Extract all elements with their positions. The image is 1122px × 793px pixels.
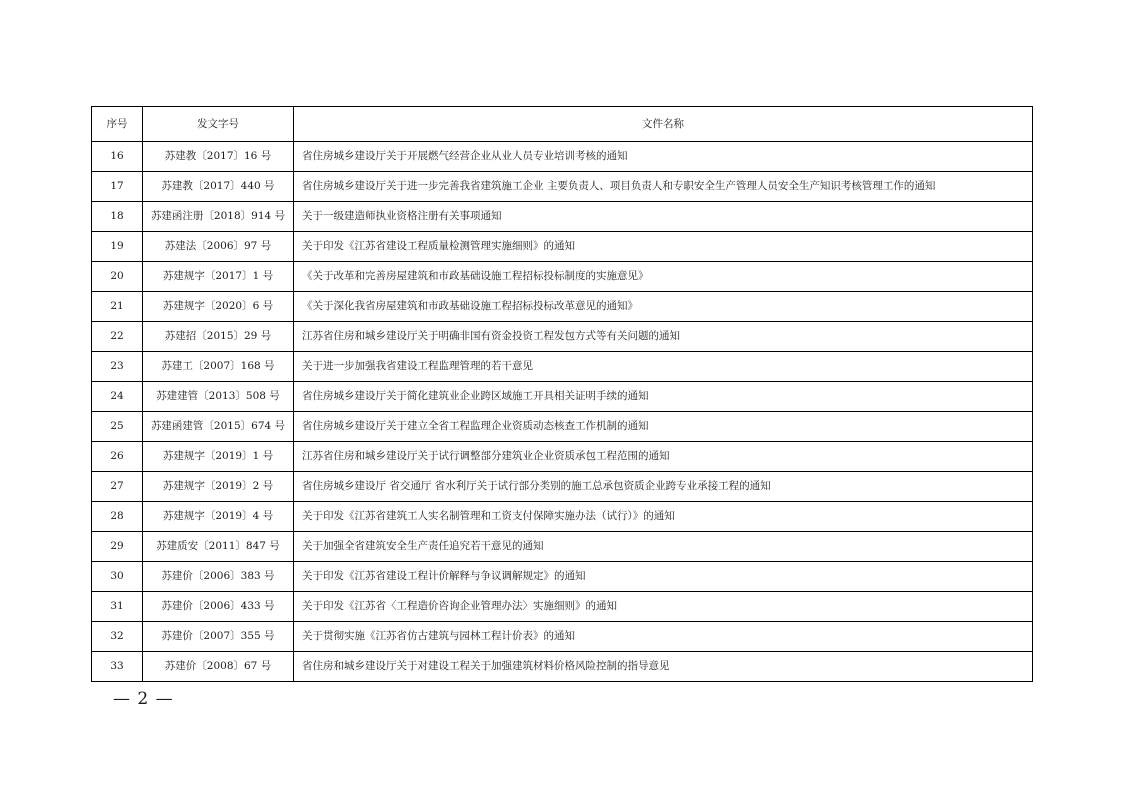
serial-number-cell: 22 (92, 322, 143, 352)
document-title-cell: 《关于深化我省房屋建筑和市政基础设施工程招标投标改革意见的通知》 (294, 292, 1033, 322)
document-reference-cell: 苏建规字〔2019〕4 号 (143, 502, 294, 532)
table-row (92, 412, 1033, 442)
document-title-cell: 关于印发《江苏省〈工程造价咨询企业管理办法〉实施细则》的通知 (294, 592, 1033, 622)
document-reference-cell: 苏建规字〔2020〕6 号 (143, 292, 294, 322)
serial-number-cell: 32 (92, 622, 143, 652)
document-reference-cell: 苏建教〔2017〕16 号 (143, 142, 294, 172)
serial-number-cell: 26 (92, 442, 143, 472)
serial-number-cell: 30 (92, 562, 143, 592)
header-document-reference: 发文字号 (143, 107, 294, 142)
document-reference-cell: 苏建价〔2007〕355 号 (143, 622, 294, 652)
table-row (92, 232, 1033, 262)
table-row (92, 292, 1033, 322)
header-document-title: 文件名称 (294, 107, 1033, 142)
table-row (92, 142, 1033, 172)
document-reference-cell: 苏建规字〔2019〕2 号 (143, 472, 294, 502)
serial-number-cell: 23 (92, 352, 143, 382)
table-row (92, 442, 1033, 472)
document-reference-cell: 苏建价〔2006〕433 号 (143, 592, 294, 622)
document-title-cell: 关于贯彻实施《江苏省仿古建筑与园林工程计价表》的通知 (294, 622, 1033, 652)
serial-number-cell: 17 (92, 172, 143, 202)
serial-number-cell: 29 (92, 532, 143, 562)
table-header (92, 107, 1033, 142)
document-reference-cell: 苏建建管〔2013〕508 号 (143, 382, 294, 412)
table-row (92, 472, 1033, 502)
serial-number-cell: 33 (92, 652, 143, 682)
serial-number-cell: 27 (92, 472, 143, 502)
document-title-cell: 省住房城乡建设厅关于开展燃气经营企业从业人员专业培训考核的通知 (294, 142, 1033, 172)
document-reference-cell: 苏建工〔2007〕168 号 (143, 352, 294, 382)
table-row (92, 532, 1033, 562)
table-row (92, 622, 1033, 652)
document-reference-cell: 苏建价〔2006〕383 号 (143, 562, 294, 592)
table-row (92, 502, 1033, 532)
table-row (92, 592, 1033, 622)
table-row (92, 382, 1033, 412)
serial-number-cell: 20 (92, 262, 143, 292)
table-row (92, 172, 1033, 202)
document-title-cell: 关于印发《江苏省建筑工人实名制管理和工资支付保障实施办法（试行）》的通知 (294, 502, 1033, 532)
document-title-cell: 江苏省住房和城乡建设厅关于试行调整部分建筑业企业资质承包工程范围的通知 (294, 442, 1033, 472)
document-title-cell: 省住房城乡建设厅关于建立全省工程监理企业资质动态核查工作机制的通知 (294, 412, 1033, 442)
table-row (92, 322, 1033, 352)
document-reference-cell: 苏建质安〔2011〕847 号 (143, 532, 294, 562)
serial-number-cell: 31 (92, 592, 143, 622)
table-body (92, 142, 1033, 682)
document-reference-cell: 苏建法〔2006〕97 号 (143, 232, 294, 262)
document-reference-cell: 苏建函注册〔2018〕914 号 (143, 202, 294, 232)
serial-number-cell: 19 (92, 232, 143, 262)
document-title-cell: 省住房城乡建设厅关于进一步完善我省建筑施工企业 主要负责人、项目负责人和专职安全生产管理人员安全生产知识考核管理工作的通知 (294, 172, 1033, 202)
document-title-cell: 关于印发《江苏省建设工程计价解释与争议调解规定》的通知 (294, 562, 1033, 592)
document-reference-cell: 苏建规字〔2019〕1 号 (143, 442, 294, 472)
table-row (92, 352, 1033, 382)
serial-number-cell: 25 (92, 412, 143, 442)
document-title-cell: 关于加强全省建筑安全生产责任追究若干意见的通知 (294, 532, 1033, 562)
serial-number-cell: 28 (92, 502, 143, 532)
document-title-cell: 省住房城乡建设厅 省交通厅 省水利厅关于试行部分类别的施工总承包资质企业跨专业承接工程的通知 (294, 472, 1033, 502)
table-row (92, 652, 1033, 682)
table-row (92, 202, 1033, 232)
document-title-cell: 关于一级建造师执业资格注册有关事项通知 (294, 202, 1033, 232)
table-row (92, 262, 1033, 292)
header-serial-number: 序号 (92, 107, 143, 142)
document-title-cell: 关于进一步加强我省建设工程监理管理的若干意见 (294, 352, 1033, 382)
document-reference-cell: 苏建价〔2008〕67 号 (143, 652, 294, 682)
serial-number-cell: 24 (92, 382, 143, 412)
document-title-cell: 江苏省住房和城乡建设厅关于明确非国有资金投资工程发包方式等有关问题的通知 (294, 322, 1033, 352)
document-title-cell: 省住房城乡建设厅关于简化建筑业企业跨区域施工开具相关证明手续的通知 (294, 382, 1033, 412)
serial-number-cell: 16 (92, 142, 143, 172)
page-number: — 2 — (113, 689, 174, 709)
document-reference-cell: 苏建教〔2017〕440 号 (143, 172, 294, 202)
document-title-cell: 关于印发《江苏省建设工程质量检测管理实施细则》的通知 (294, 232, 1033, 262)
serial-number-cell: 18 (92, 202, 143, 232)
table-header-row (92, 107, 1033, 142)
document-reference-cell: 苏建规字〔2017〕1 号 (143, 262, 294, 292)
document-list-table (91, 106, 1033, 682)
document-reference-cell: 苏建函建管〔2015〕674 号 (143, 412, 294, 442)
document-title-cell: 《关于改革和完善房屋建筑和市政基础设施工程招标投标制度的实施意见》 (294, 262, 1033, 292)
document-reference-cell: 苏建招〔2015〕29 号 (143, 322, 294, 352)
serial-number-cell: 21 (92, 292, 143, 322)
document-title-cell: 省住房和城乡建设厅关于对建设工程关于加强建筑材料价格风险控制的指导意见 (294, 652, 1033, 682)
table-row (92, 562, 1033, 592)
